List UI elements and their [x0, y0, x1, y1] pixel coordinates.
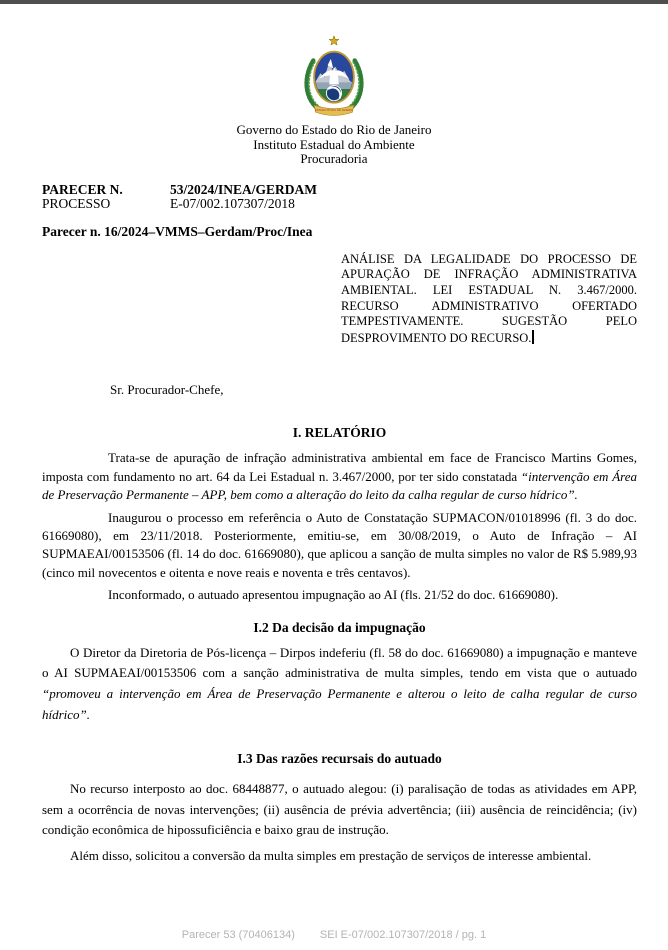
parecer-reference-line: Parecer n. 16/2024–VMMS–Gerdam/Proc/Inea: [42, 223, 313, 239]
org-line-procuradoria: Procuradoria: [300, 151, 368, 167]
section-heading-razoes: I.3 Das razões recursais do autuado: [237, 750, 442, 766]
org-name-block: [0, 123, 668, 167]
summary-text: ANÁLISE DA LEGALIDADE DO PROCESSO DE APURAÇÃO DE INFRAÇÃO ADMINISTRATIVA AMBIENTAL. LEI ESTADUAL N. 3.467/2000. RECURSO ADMINISTRATIVO OFERTADO TEMPESTIVAMENTE. SUGESTÃO PELO DESPROVIMENTO DO RECURSO.: [341, 251, 637, 345]
org-line-government: Governo do Estado do Rio de Janeiro: [236, 122, 432, 137]
org-line-institute: Instituto Estadual do Ambiente: [253, 136, 415, 152]
paragraph-p3: [42, 586, 637, 604]
paragraph-p6: [42, 846, 637, 867]
body-text: Além disso, solicitou a conversão da multa simples em prestação de serviços de interesse ambiental.: [70, 848, 592, 864]
processo-value: E-07/002.107307/2018: [170, 195, 295, 211]
section-heading-decisao: I.2 Da decisão da impugnação: [253, 619, 426, 635]
paragraph-p5: [42, 779, 637, 841]
meta-row-parecer: [42, 183, 637, 197]
body-text: Trata-se de apuração de infração administrativa ambiental em face de Francisco Martins Gomes, imposta com fundamento no art. 64 da Lei Estadual n. 3.467/2000, por ter sido constatada: [42, 450, 637, 484]
footer-sei-page-reference: SEI E-07/002.107307/2018 / pg. 1: [319, 929, 487, 941]
paragraph-p4: [42, 643, 637, 726]
quoted-italic-text: “promoveu a intervenção em Área de Preservação Permanente e alterou o leito de calha regular de curso hídrico”.: [42, 686, 637, 722]
document-page: [0, 4, 668, 867]
paragraph-p2: [42, 509, 637, 583]
summary-ementa-block[interactable]: [341, 252, 637, 347]
body-text: Inaugurou o processo em referência o Auto de Constatação SUPMACON/01018996 (fl. 3 do doc. 61669080), em 23/11/2018. Posteriormente, emitiu-se, em 30/08/2019, o Auto de Infração – AI SUPMAEAI/00153506 (fl. 14 do doc. 61669080), que aplicou a sanção de multa simples no valor de R$ 5.989,93 (cinco mil novecentos e oitenta e nove reais e noventa e três centavos).: [42, 509, 637, 580]
svg-text:ESTADO DO RIO DE JANEIRO: ESTADO DO RIO DE JANEIRO: [314, 109, 354, 113]
section-heading-relatorio: I. RELATÓRIO: [292, 425, 387, 441]
star-icon: [329, 36, 339, 45]
state-coat-of-arms-logo: [294, 35, 374, 121]
page-footer: [0, 929, 668, 941]
footer-document-reference: Parecer 53 (70406134): [181, 929, 295, 941]
body-text: No recurso interposto ao doc. 68448877, o autuado alegou: (i) paralisação de todas as atividades em APP, sem a ocorrência de novas intervenções; (ii) ausência de prévia advertência; (iii) ausência de reincidência; (iv) condição econômica de hipossuficiência e baixo grau de instrução.: [42, 780, 637, 838]
parecer-number-label: PARECER N.: [42, 181, 123, 197]
meta-row-processo: [42, 197, 637, 211]
document-meta: [42, 183, 637, 211]
body-text: Inconformado, o autuado apresentou impugnação ao AI (fls. 21/52 do doc. 61669080).: [108, 587, 559, 603]
text-cursor: [532, 330, 534, 344]
document-body[interactable]: [42, 426, 637, 867]
quoted-italic-text: “intervenção em Área de Preservação Permanente – APP, bem como a alteração do leito da calha regular de curso hídrico”.: [42, 468, 637, 503]
body-text: O Diretor da Diretoria de Pós-licença – Dirpos indeferiu (fl. 58 do doc. 61669080) a impugnação e manteve o AI SUPMAEAI/00153506 com a sanção administrativa de multa simples, tendo em vista que o autuado: [42, 644, 637, 681]
parecer-number-value: 53/2024/INEA/GERDAM: [170, 181, 318, 197]
processo-label: PROCESSO: [42, 195, 111, 211]
paragraph-p1: [42, 449, 637, 504]
salutation-line: Sr. Procurador-Chefe,: [110, 382, 224, 398]
